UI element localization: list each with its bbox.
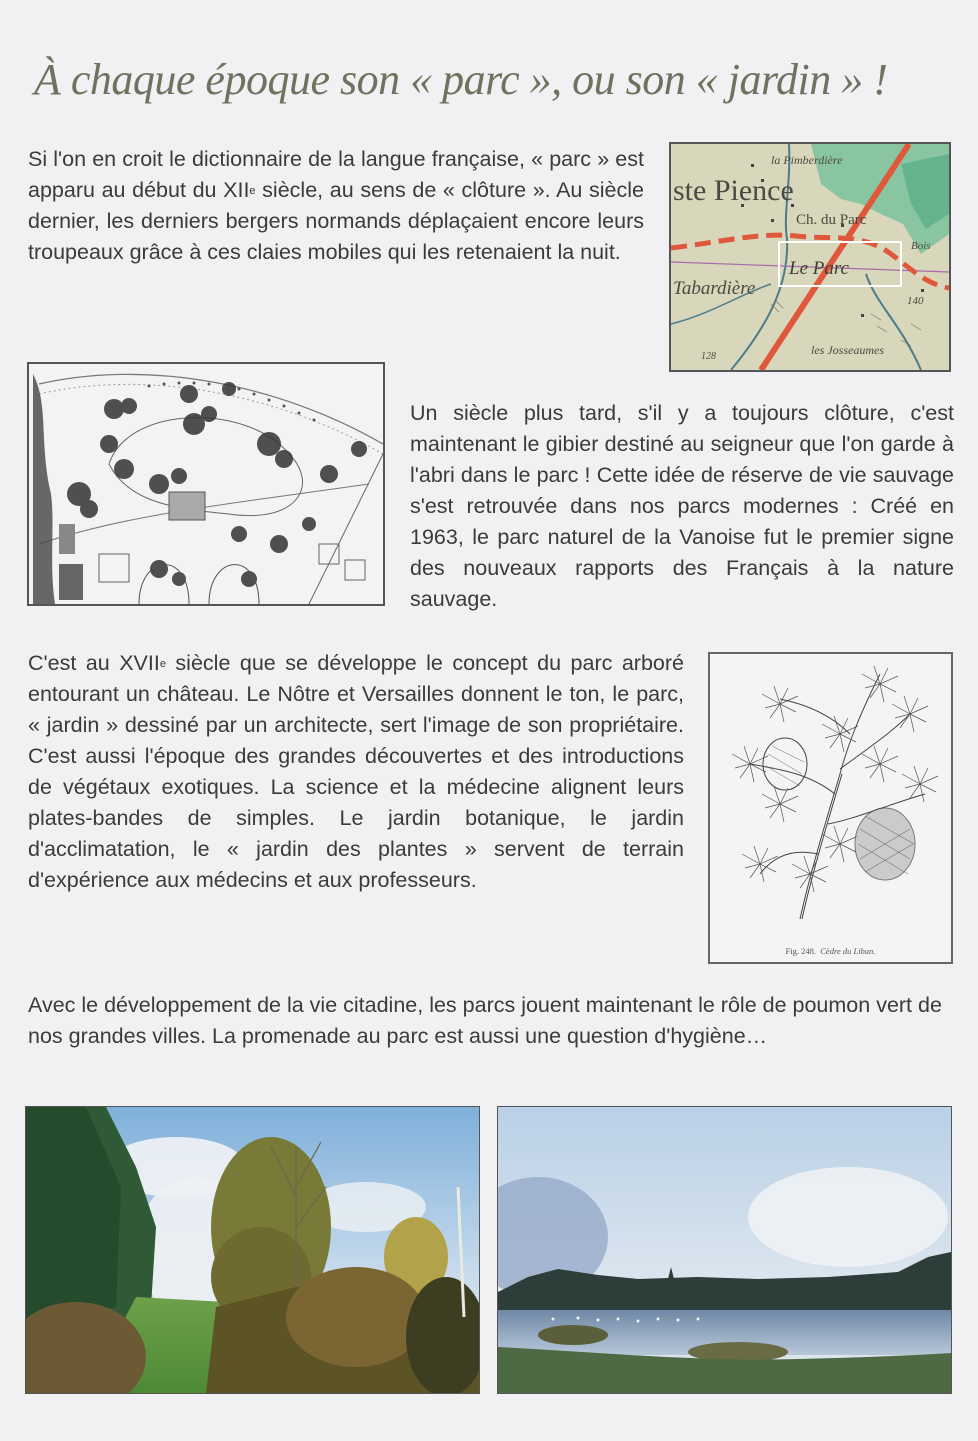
map-label-tabardiere: Tabardière xyxy=(673,278,756,299)
park-path-photo xyxy=(25,1106,480,1394)
map-label-le-parc: Le Parc xyxy=(789,258,849,279)
map-label-pience: ste Pience xyxy=(673,174,794,207)
p1-superscript: e xyxy=(249,185,256,197)
cedar-caption xyxy=(710,946,951,956)
map-label-140: 140 xyxy=(907,295,924,307)
paragraph-parc-origin xyxy=(28,144,644,268)
p1-text-b: siècle, au sens de « clôture ». Au siècle dernier, les derniers bergers normands déplaçaient encore leurs troupeaux grâce à ces claies mobiles qui les retenaient la nuit. xyxy=(28,178,644,264)
park-plan-figure xyxy=(27,362,385,606)
caption-figure-number: Fig. 248. xyxy=(785,946,817,956)
park-lake-image xyxy=(498,1107,951,1393)
cedar-engraving-figure xyxy=(708,652,953,964)
park-lake-photo xyxy=(497,1106,952,1394)
old-map-illustration xyxy=(671,144,949,370)
page-title: À chaque époque son « parc », ou son « jardin » ! xyxy=(34,55,888,104)
old-map-figure xyxy=(669,142,951,372)
caption-figure-name: Cèdre du Liban. xyxy=(820,946,876,956)
map-label-bois: Bois xyxy=(911,240,931,252)
map-label-128: 128 xyxy=(701,351,716,362)
paragraph-xvii-siecle xyxy=(28,648,684,896)
p3-superscript: e xyxy=(159,658,166,670)
p3-text-a: C'est au XVII xyxy=(28,651,160,675)
p3-text-b: siècle que se développe le concept du parc arboré entourant un château. Le Nôtre et Versailles donnent le ton, le parc, « jardin » dessiné par un architecte, sert l'image de son propriétaire. C'est aussi l'époque des grandes découvertes et des introductions de végétaux exotiques. La science et la médecine alignent leurs plates-bandes de simples. Le jardin botanique, le jardin d'acclimatation, le « jardin des plantes » servent de terrain d'expérience aux médecins et aux professeurs. xyxy=(28,651,684,892)
map-label-josseaumes: les Josseaumes xyxy=(811,343,884,357)
park-plan-illustration xyxy=(29,364,383,604)
map-label-pimberdiere: la Pimberdière xyxy=(771,153,843,167)
cedar-branch-illustration xyxy=(710,654,951,934)
paragraph-gibier: Un siècle plus tard, s'il y a toujours clôture, c'est maintenant le gibier destiné au seigneur que l'on garde à l'abri dans le parc ! Cette idée de réserve de vie sauvage s'est retrouvée dans nos parcs modernes : Créé en 1963, le parc naturel de la Vanoise fut le premier signe des nouveaux rapports des Français à la nature sauvage. xyxy=(410,401,954,611)
map-label-chateau: Ch. du Parc xyxy=(796,212,867,228)
p1-text-a: Si l'on en croit le dictionnaire de la langue française, « parc » est apparu au début du XII xyxy=(28,147,644,202)
park-path-image xyxy=(26,1107,479,1393)
paragraph-vie-citadine: Avec le développement de la vie citadine, les parcs jouent maintenant le rôle de poumon vert de nos grandes villes. La promenade au parc est aussi une question d'hygiène… xyxy=(28,993,942,1048)
